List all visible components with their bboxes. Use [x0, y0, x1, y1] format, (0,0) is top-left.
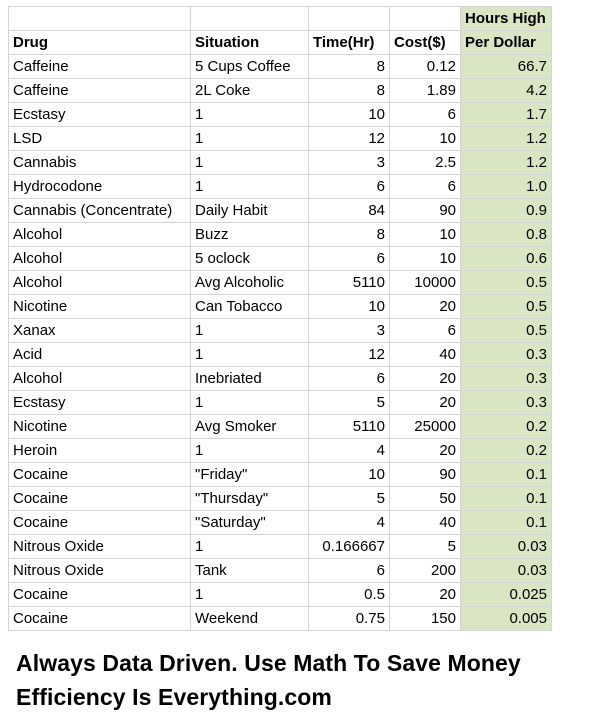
cell-drug: Nitrous Oxide	[9, 559, 191, 583]
cell-time: 6	[309, 367, 390, 391]
cell-drug: Alcohol	[9, 367, 191, 391]
header-situation: Situation	[191, 31, 309, 55]
cell-situation: Buzz	[191, 223, 309, 247]
cell-situation: 1	[191, 391, 309, 415]
cell-hours-per-dollar: 0.8	[461, 223, 552, 247]
cell-situation: 1	[191, 343, 309, 367]
header-spacer-cost	[390, 7, 461, 31]
cell-hours-per-dollar: 1.2	[461, 151, 552, 175]
cell-time: 3	[309, 319, 390, 343]
cell-cost: 1.89	[390, 79, 461, 103]
table-body	[9, 55, 552, 631]
header-row-top	[9, 7, 552, 31]
cell-time: 0.5	[309, 583, 390, 607]
cell-hours-per-dollar: 0.5	[461, 319, 552, 343]
cell-situation: 1	[191, 175, 309, 199]
table-row	[9, 391, 552, 415]
table-row	[9, 559, 552, 583]
table-row	[9, 295, 552, 319]
cell-cost: 20	[390, 439, 461, 463]
cell-drug: Cannabis	[9, 151, 191, 175]
cell-situation: 5 Cups Coffee	[191, 55, 309, 79]
cell-situation: "Thursday"	[191, 487, 309, 511]
table-row	[9, 199, 552, 223]
cell-situation: 1	[191, 103, 309, 127]
cell-situation: Can Tobacco	[191, 295, 309, 319]
cell-hours-per-dollar: 1.2	[461, 127, 552, 151]
cell-cost: 10	[390, 223, 461, 247]
header-spacer-situation	[191, 7, 309, 31]
cell-drug: Caffeine	[9, 79, 191, 103]
cell-drug: Hydrocodone	[9, 175, 191, 199]
cell-hours-per-dollar: 0.5	[461, 295, 552, 319]
cell-drug: Acid	[9, 343, 191, 367]
header-cost: Cost($)	[390, 31, 461, 55]
cell-cost: 25000	[390, 415, 461, 439]
spreadsheet-table	[8, 6, 552, 631]
cell-cost: 10	[390, 247, 461, 271]
cell-drug: Cocaine	[9, 463, 191, 487]
cell-time: 12	[309, 343, 390, 367]
cell-time: 5	[309, 391, 390, 415]
table-row	[9, 607, 552, 631]
table-row	[9, 79, 552, 103]
table-row	[9, 487, 552, 511]
cell-drug: Cocaine	[9, 607, 191, 631]
table-row	[9, 271, 552, 295]
cell-hours-per-dollar: 0.1	[461, 463, 552, 487]
cell-time: 12	[309, 127, 390, 151]
cell-cost: 10	[390, 127, 461, 151]
table-row	[9, 535, 552, 559]
caption-line-2: Efficiency Is Everything.com	[16, 684, 332, 710]
cell-time: 6	[309, 559, 390, 583]
cell-cost: 6	[390, 319, 461, 343]
cell-drug: Nicotine	[9, 295, 191, 319]
caption-line-1: Always Data Driven. Use Math To Save Money	[16, 650, 521, 676]
table-row	[9, 511, 552, 535]
cell-situation: 2L Coke	[191, 79, 309, 103]
cell-hours-per-dollar: 66.7	[461, 55, 552, 79]
cell-time: 5	[309, 487, 390, 511]
cell-time: 10	[309, 295, 390, 319]
cell-hours-per-dollar: 0.2	[461, 439, 552, 463]
cell-time: 6	[309, 175, 390, 199]
cell-cost: 20	[390, 367, 461, 391]
cell-hours-per-dollar: 0.1	[461, 511, 552, 535]
table-row	[9, 103, 552, 127]
header-drug: Drug	[9, 31, 191, 55]
cell-drug: Cannabis (Concentrate)	[9, 199, 191, 223]
cell-time: 3	[309, 151, 390, 175]
cell-cost: 50	[390, 487, 461, 511]
header-hours-high: Hours High	[461, 7, 552, 31]
cell-situation: 1	[191, 127, 309, 151]
cell-drug: Nicotine	[9, 415, 191, 439]
cell-drug: Alcohol	[9, 223, 191, 247]
cell-situation: "Saturday"	[191, 511, 309, 535]
cell-hours-per-dollar: 0.3	[461, 367, 552, 391]
cell-cost: 200	[390, 559, 461, 583]
cell-time: 0.75	[309, 607, 390, 631]
table-row	[9, 415, 552, 439]
cell-drug: Ecstasy	[9, 391, 191, 415]
cell-drug: LSD	[9, 127, 191, 151]
cell-time: 10	[309, 103, 390, 127]
cell-drug: Nitrous Oxide	[9, 535, 191, 559]
table-row	[9, 247, 552, 271]
cell-situation: "Friday"	[191, 463, 309, 487]
cell-drug: Cocaine	[9, 583, 191, 607]
cell-cost: 40	[390, 511, 461, 535]
cell-hours-per-dollar: 0.5	[461, 271, 552, 295]
table-row	[9, 319, 552, 343]
cell-drug: Xanax	[9, 319, 191, 343]
cell-drug: Ecstasy	[9, 103, 191, 127]
cell-hours-per-dollar: 1.7	[461, 103, 552, 127]
cell-drug: Alcohol	[9, 247, 191, 271]
cell-drug: Cocaine	[9, 511, 191, 535]
cell-situation: 1	[191, 535, 309, 559]
header-spacer-time	[309, 7, 390, 31]
table-row	[9, 367, 552, 391]
cell-situation: Avg Alcoholic	[191, 271, 309, 295]
cell-situation: 1	[191, 439, 309, 463]
cell-hours-per-dollar: 0.3	[461, 391, 552, 415]
table-row	[9, 343, 552, 367]
cell-cost: 20	[390, 391, 461, 415]
cell-time: 8	[309, 79, 390, 103]
cell-hours-per-dollar: 0.025	[461, 583, 552, 607]
table-row	[9, 55, 552, 79]
cell-situation: 5 oclock	[191, 247, 309, 271]
cell-time: 0.166667	[309, 535, 390, 559]
cell-cost: 5	[390, 535, 461, 559]
cell-situation: 1	[191, 583, 309, 607]
table-row	[9, 223, 552, 247]
header-spacer-drug	[9, 7, 191, 31]
cell-cost: 6	[390, 175, 461, 199]
table-row	[9, 439, 552, 463]
table-row	[9, 151, 552, 175]
cell-time: 8	[309, 223, 390, 247]
cell-cost: 20	[390, 295, 461, 319]
cell-time: 84	[309, 199, 390, 223]
cell-cost: 2.5	[390, 151, 461, 175]
cell-drug: Heroin	[9, 439, 191, 463]
cell-cost: 6	[390, 103, 461, 127]
cell-situation: Daily Habit	[191, 199, 309, 223]
cell-drug: Alcohol	[9, 271, 191, 295]
table-row	[9, 175, 552, 199]
cell-cost: 0.12	[390, 55, 461, 79]
header-per-dollar: Per Dollar	[461, 31, 552, 55]
cell-hours-per-dollar: 0.6	[461, 247, 552, 271]
cell-hours-per-dollar: 0.005	[461, 607, 552, 631]
cell-hours-per-dollar: 4.2	[461, 79, 552, 103]
cell-time: 6	[309, 247, 390, 271]
cell-cost: 10000	[390, 271, 461, 295]
cell-cost: 90	[390, 199, 461, 223]
cell-situation: 1	[191, 151, 309, 175]
table-row	[9, 127, 552, 151]
cell-drug: Caffeine	[9, 55, 191, 79]
cell-cost: 40	[390, 343, 461, 367]
cell-time: 4	[309, 511, 390, 535]
cell-hours-per-dollar: 0.2	[461, 415, 552, 439]
cell-situation: Inebriated	[191, 367, 309, 391]
cell-situation: 1	[191, 319, 309, 343]
cell-hours-per-dollar: 0.03	[461, 559, 552, 583]
cell-hours-per-dollar: 0.3	[461, 343, 552, 367]
cell-time: 5110	[309, 415, 390, 439]
cell-cost: 90	[390, 463, 461, 487]
cell-hours-per-dollar: 0.1	[461, 487, 552, 511]
header-time: Time(Hr)	[309, 31, 390, 55]
cell-situation: Avg Smoker	[191, 415, 309, 439]
header-row	[9, 31, 552, 55]
cell-hours-per-dollar: 0.9	[461, 199, 552, 223]
cell-drug: Cocaine	[9, 487, 191, 511]
cell-cost: 150	[390, 607, 461, 631]
cell-situation: Weekend	[191, 607, 309, 631]
cell-time: 8	[309, 55, 390, 79]
table-row	[9, 583, 552, 607]
cell-situation: Tank	[191, 559, 309, 583]
cell-time: 10	[309, 463, 390, 487]
table-row	[9, 463, 552, 487]
cell-hours-per-dollar: 0.03	[461, 535, 552, 559]
cell-time: 5110	[309, 271, 390, 295]
cell-time: 4	[309, 439, 390, 463]
cell-cost: 20	[390, 583, 461, 607]
cell-hours-per-dollar: 1.0	[461, 175, 552, 199]
